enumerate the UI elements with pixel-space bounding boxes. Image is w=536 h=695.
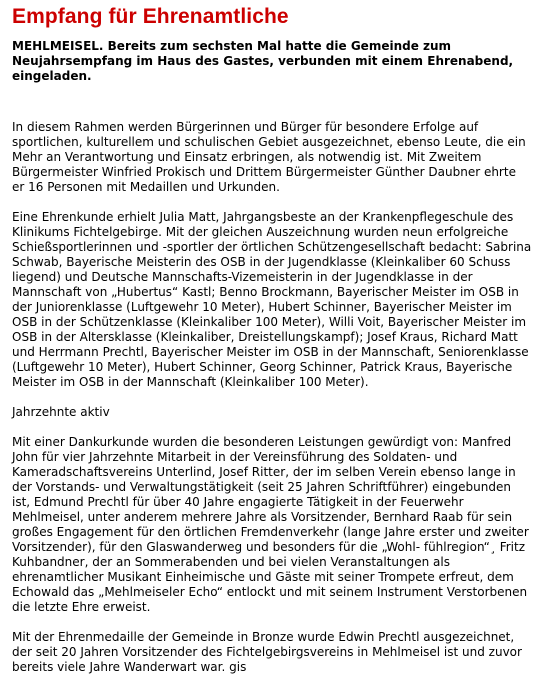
article-paragraph-1: In diesem Rahmen werden Bürgerinnen und Bürger für besondere Erfolge auf sportlichen, kulturellem und schulischen Gebiet ausgezeichnet, ebenso Leute, die ein Mehr an Verantwortung und Einsatz erbringen, als notwendig ist. Mit Zweitem Bürgermeister Winfried Prokisch und Drittem Bürgermeister Günther Daubner ehrte er 16 Personen mit Medaillen und Urkunden. — [12, 120, 526, 194]
article-lead: MEHLMEISEL. Bereits zum sechsten Mal hatte die Gemeinde zum Neujahrsempfang im Haus des Gastes, verbunden mit einem Ehrenabend, eingeladen. — [12, 39, 514, 83]
article-paragraph-2: Eine Ehrenkunde erhielt Julia Matt, Jahrgangsbeste an der Krankenpflegeschule des Klinikums Fichtelgebirge. Mit der gleichen Auszeichnung wurden neun erfolgreiche Schießsportlerinnen und -sportler der örtlichen Schützengesellschaft bedacht: Sabrina Schwab, Bayerische Meisterin des OSB in der Jugendklasse (Kleinkaliber 60 Schuss liegend) und Deutsche Mannschafts-Vizemeisterin in der Jugendklasse in der Mannschaft von „Hubertus“ Kastl; Benno Brockmann, Bayerischer Meister im OSB in der Juniorenklasse (Luftgewehr 10 Meter), Hubert Schinner, Bayerischer Meister im OSB in der Schützenklasse (Kleinkaliber 100 Meter), Willi Voit, Bayerischer Meister im OSB in der Altersklasse (Kleinkaliber, Dreistellungskampf); Josef Kraus, Richard Matt und Herrmann Prechtl, Bayerischer Meister im OSB in der Mannschaft, Seniorenklasse (Luftgewehr 10 Meter), Hubert Schinner, Georg Schinner, Patrick Kraus, Bayerische Meister im OSB in der Mannschaft (Kleinkaliber 100 Meter). — [12, 210, 532, 389]
article-headline: Empfang für Ehrenamtliche — [12, 5, 289, 28]
article-paragraph-3: Mit einer Dankurkunde wurden die besonderen Leistungen gewürdigt von: Manfred John für vier Jahrzehnte Mitarbeit in der Vereinsführung des Soldaten- und Kameradschaftsvereins Unterlind, Josef Ritter, der im selben Verein ebenso lange in der Vorstands- und Verwaltungstätigkeit (seit 25 Jahren Schriftführer) eingebunden ist, Edmund Prechtl für über 40 Jahre engagierte Tätigkeit in der Feuerwehr Mehlmeisel, unter anderem mehrere Jahre als Vorsitzender, Bernhard Raab für sein großes Engagement für den örtlichen Fremdenverkehr (lange Jahre erster und zweiter Vorsitzender), für den Glaswanderweg und besonders für die „Wohl- fühlregion“¸ Fritz Kuhbandner, der an Sommerabenden und bei vielen Veranstaltungen als ehrenamtlicher Musikant Einheimische und Gäste mit seiner Trompete erfreut, dem Echowald das „Mehlmeiseler Echo“ entlockt und mit seinem Instrument Verstorbenen die letzte Ehre erweist. — [12, 435, 529, 614]
article-subheading: Jahrzehnte aktiv — [12, 405, 110, 419]
article-paragraph-4: Mit der Ehrenmedaille der Gemeinde in Bronze wurde Edwin Prechtl ausgezeichnet, der seit 20 Jahren Vorsitzender des Fichtelgebirgsvereins in Mehlmeisel ist und zuvor bereits viele Jahre Wanderwart war. gis — [12, 630, 522, 674]
article — [12, 0, 532, 675]
